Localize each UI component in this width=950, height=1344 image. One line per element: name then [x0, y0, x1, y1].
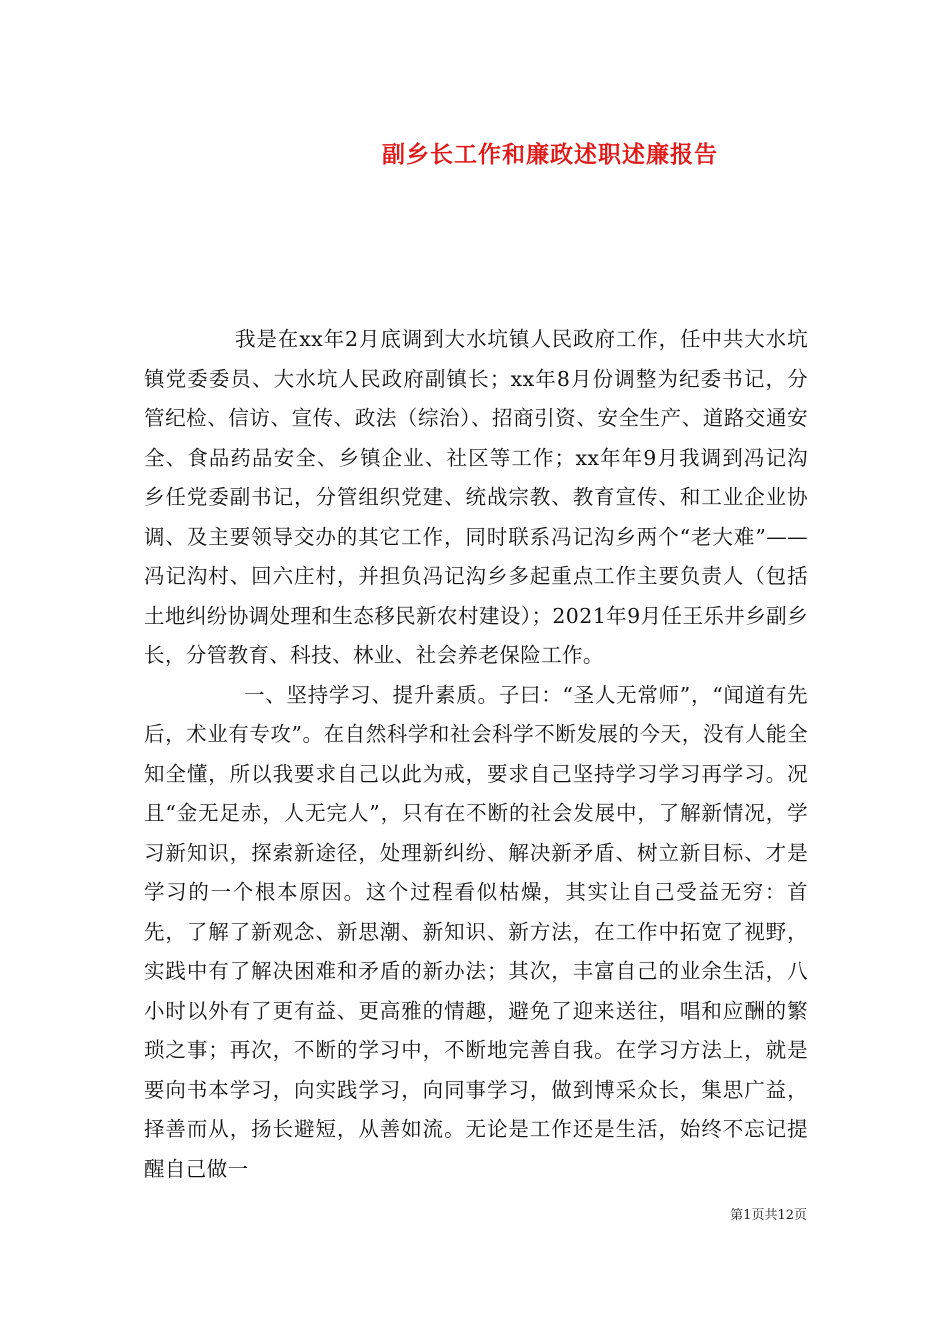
paragraph-intro: 我是在xx年2月底调到大水坑镇人民政府工作，任中共大水坑镇党委委员、大水坑人民政府副镇长；xx年8月份调整为纪委书记，分管纪检、信访、宣传、政法（综治）、招商引资、安全生产、道路交通安全、食品药品安全、乡镇企业、社区等工作；xx年年9月我调到冯记沟乡任党委副书记，分管组织党建、统战宗教、教育宣传、和工业企业协调、及主要领导交办的其它工作，同时联系冯记沟乡两个“老大难”——冯记沟村、回六庄村，并担负冯记沟乡多起重点工作主要负责人（包括土地纠纷协调处理和生态移民新农村建设）；2021年9月任王乐井乡副乡长，分管教育、科技、林业、社会养老保险工作。 [144, 327, 808, 667]
paragraph-section-1: 一、坚持学习、提升素质。子曰：“圣人无常师”，“闻道有先后，术业有专攻”。在自然科学和社会科学不断发展的今天，没有人能全知全懂，所以我要求自己以此为戒，要求自己坚持学习学习再学习。况且“金无足赤，人无完人”，只有在不断的社会发展中，了解新情况，学习新知识，探索新途径，处理新纠纷、解决新矛盾、树立新目标、才是学习的一个根本原因。这个过程看似枯燥，其实让自己受益无穷：首先，了解了新观念、新思潮、新知识、新方法，在工作中拓宽了视野，实践中有了解决困难和矛盾的新办法；其次，丰富自己的业余生活，八小时以外有了更有益、更高雅的情趣，避免了迎来送往，唱和应酬的繁琐之事；再次，不断的学习中，不断地完善自我。在学习方法上，就是要向书本学习，向实践学习，向同事学习，做到博采众长，集思广益，择善而从，扬长避短，从善如流。无论是工作还是生活，始终不忘记提醒自己做一 [144, 682, 808, 1181]
document-body [144, 320, 808, 1189]
page-number-footer: 第1页共12页 [730, 1208, 807, 1223]
document-title: 副乡长工作和廉政述职述廉报告 [382, 142, 718, 168]
